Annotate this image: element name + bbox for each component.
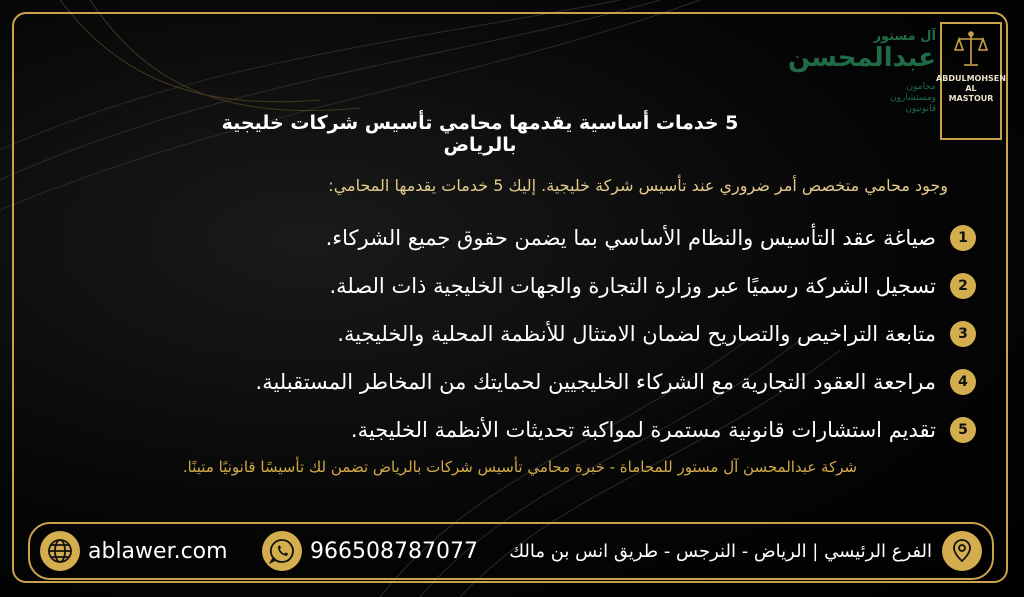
logo-english-line-1: ABDULMOHSEN [936,74,1006,83]
list-item [146,262,976,310]
address-contact [509,531,982,571]
logo-arabic-prefix: آل مستور [873,29,936,44]
page-title: 5 خدمات أساسية يقدمها محامي تأسيس شركات خليجية بالرياض [221,112,739,156]
item-text: مراجعة العقود التجارية مع الشركاء الخليجيين لحمايتك من المخاطر المستقبلية. [255,370,936,394]
logo-emblem [936,22,1006,140]
item-text: صياغة عقد التأسيس والنظام الأساسي بما يضمن حقوق جميع الشركاء. [325,226,936,250]
item-number-badge: 5 [950,417,976,443]
item-number-badge: 3 [950,321,976,347]
item-number-badge: 1 [950,225,976,251]
phone-contact[interactable] [262,531,478,571]
company-logo [787,22,1006,140]
list-item [146,406,976,454]
logo-subtitle-line: محامون [906,82,936,92]
website-link[interactable]: ablawer.com [88,538,228,564]
logo-subtitle-line: قانونيون [905,104,936,114]
location-pin-icon [942,531,982,571]
contact-bar [28,522,994,580]
globe-icon [40,531,80,571]
phone-number[interactable]: 966508787077 [310,538,478,564]
list-item [146,358,976,406]
logo-arabic-name [788,30,936,72]
closing-note: شركة عبدالمحسن آل مستور للمحاماة - خبرة محامي تأسيس شركات بالرياض تضمن لك تأسيسًا قانونيًا متينًا. [182,458,858,476]
item-text: تسجيل الشركة رسميًا عبر وزارة التجارة والجهات الخليجية ذات الصلة. [329,274,936,298]
logo-arabic-main: عبدالمحسن [787,43,936,73]
services-list [146,214,976,454]
logo-english-line-2: AL MASTOUR [948,84,994,103]
list-item [146,310,976,358]
logo-arabic-subtitle [890,82,936,115]
scales-of-justice-icon [954,30,988,70]
intro-text: وجود محامي متخصص أمر ضروري عند تأسيس شركة خليجية. إليك 5 خدمات يقدمها المحامي: [328,176,948,195]
list-item [146,214,976,262]
item-text: متابعة التراخيص والتصاريح لضمان الامتثال للأنظمة المحلية والخليجية. [337,322,936,346]
item-number-badge: 2 [950,273,976,299]
item-number-badge: 4 [950,369,976,395]
item-text: تقديم استشارات قانونية مستمرة لمواكبة تحديثات الأنظمة الخليجية. [350,418,936,442]
logo-subtitle-line: ومستشارون [890,93,936,103]
website-contact[interactable] [40,531,228,571]
address-text: الفرع الرئيسي | الرياض - النرجس - طريق انس بن مالك [509,540,932,562]
whatsapp-icon [262,531,302,571]
